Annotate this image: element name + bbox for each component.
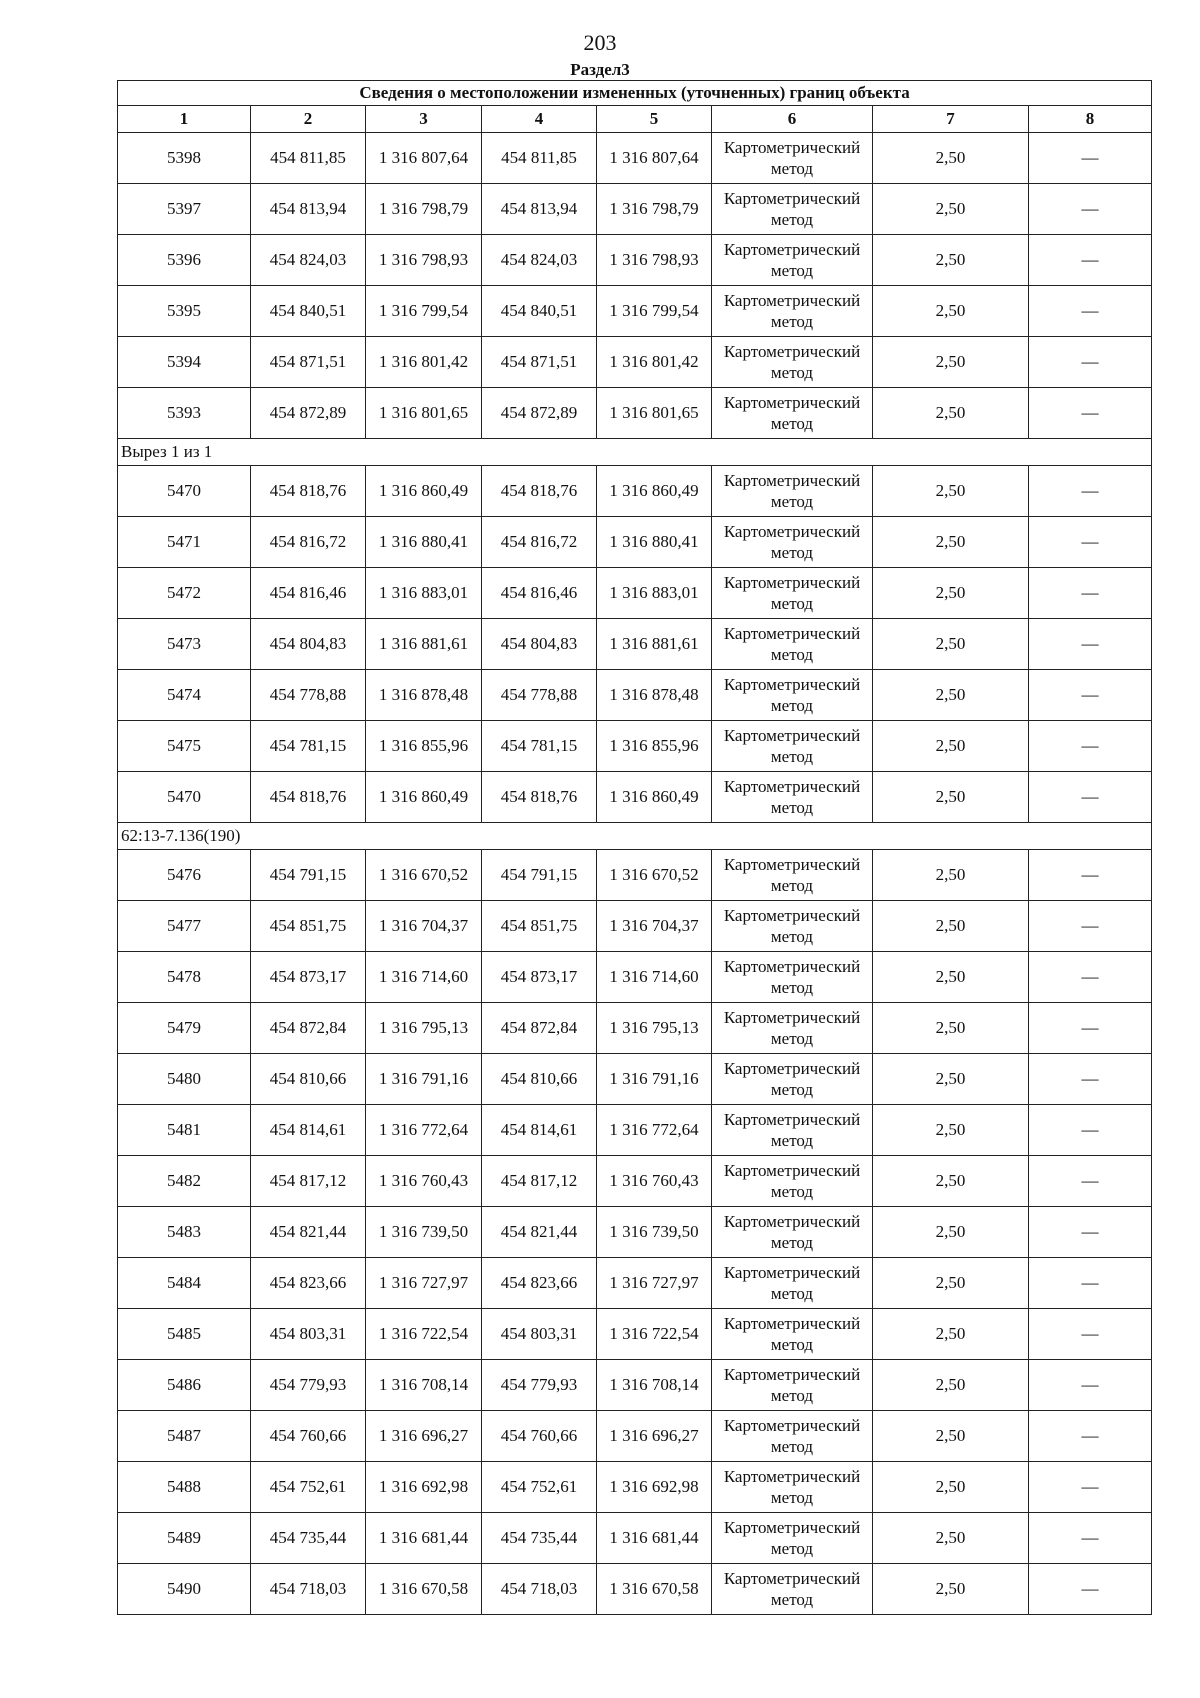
table-row [118,568,1152,619]
cell-y-existing: 1 316 801,42 [366,337,482,388]
cell-accuracy: 2,50 [873,184,1029,235]
cell-accuracy: 2,50 [873,1462,1029,1513]
cell-point-number: 5489 [118,1513,251,1564]
cell-x-existing: 454 851,75 [251,901,366,952]
cell-point-number: 5398 [118,133,251,184]
cell-x-new: 454 813,94 [482,184,597,235]
cell-method: Картометрический метод [712,850,873,901]
cell-y-new: 1 316 772,64 [597,1105,712,1156]
cell-y-existing: 1 316 880,41 [366,517,482,568]
cell-y-existing: 1 316 795,13 [366,1003,482,1054]
cell-point-number: 5470 [118,466,251,517]
cell-point-number: 5486 [118,1360,251,1411]
cell-y-new: 1 316 807,64 [597,133,712,184]
cell-accuracy: 2,50 [873,1564,1029,1615]
cell-description: — [1029,1411,1152,1462]
cell-description: — [1029,1207,1152,1258]
cell-y-new: 1 316 798,93 [597,235,712,286]
cell-point-number: 5476 [118,850,251,901]
cell-x-new: 454 873,17 [482,952,597,1003]
table-row [118,952,1152,1003]
cell-description: — [1029,133,1152,184]
cell-y-existing: 1 316 681,44 [366,1513,482,1564]
cell-y-new: 1 316 801,65 [597,388,712,439]
cell-accuracy: 2,50 [873,1309,1029,1360]
group-label-row [118,439,1152,466]
cell-accuracy: 2,50 [873,952,1029,1003]
cell-x-existing: 454 818,76 [251,772,366,823]
cell-point-number: 5393 [118,388,251,439]
cell-y-new: 1 316 692,98 [597,1462,712,1513]
table-row [118,1411,1152,1462]
cell-y-existing: 1 316 704,37 [366,901,482,952]
table-row [118,721,1152,772]
cell-x-new: 454 760,66 [482,1411,597,1462]
cell-method: Картометрический метод [712,1360,873,1411]
cell-description: — [1029,235,1152,286]
section-title: Раздел3 [570,60,630,79]
cell-x-existing: 454 840,51 [251,286,366,337]
column-number: 1 [118,106,251,133]
cell-y-existing: 1 316 739,50 [366,1207,482,1258]
cell-y-new: 1 316 739,50 [597,1207,712,1258]
cell-y-new: 1 316 670,52 [597,850,712,901]
cell-x-new: 454 804,83 [482,619,597,670]
cell-x-existing: 454 791,15 [251,850,366,901]
cell-x-existing: 454 816,72 [251,517,366,568]
cell-x-existing: 454 872,84 [251,1003,366,1054]
cell-x-new: 454 872,89 [482,388,597,439]
column-number: 2 [251,106,366,133]
cell-method: Картометрический метод [712,184,873,235]
cell-x-existing: 454 803,31 [251,1309,366,1360]
cell-accuracy: 2,50 [873,517,1029,568]
cell-y-new: 1 316 708,14 [597,1360,712,1411]
table-row [118,1360,1152,1411]
coordinates-table [117,80,1152,1615]
cell-y-new: 1 316 855,96 [597,721,712,772]
cell-y-new: 1 316 795,13 [597,1003,712,1054]
cell-accuracy: 2,50 [873,235,1029,286]
cell-x-existing: 454 824,03 [251,235,366,286]
cell-method: Картометрический метод [712,619,873,670]
cell-accuracy: 2,50 [873,619,1029,670]
cell-accuracy: 2,50 [873,568,1029,619]
cell-accuracy: 2,50 [873,1054,1029,1105]
cell-method: Картометрический метод [712,1564,873,1615]
cell-y-existing: 1 316 883,01 [366,568,482,619]
cell-y-new: 1 316 883,01 [597,568,712,619]
cell-accuracy: 2,50 [873,1258,1029,1309]
cell-method: Картометрический метод [712,1462,873,1513]
cell-y-existing: 1 316 860,49 [366,466,482,517]
cell-accuracy: 2,50 [873,1513,1029,1564]
cell-x-existing: 454 821,44 [251,1207,366,1258]
cell-y-existing: 1 316 798,93 [366,235,482,286]
group-label: 62:13-7.136(190) [118,823,1152,850]
cell-x-new: 454 818,76 [482,466,597,517]
table-row [118,337,1152,388]
cell-x-existing: 454 760,66 [251,1411,366,1462]
cell-y-existing: 1 316 801,65 [366,388,482,439]
cell-point-number: 5470 [118,772,251,823]
table-row [118,466,1152,517]
cell-x-new: 454 779,93 [482,1360,597,1411]
cell-accuracy: 2,50 [873,1207,1029,1258]
cell-y-existing: 1 316 760,43 [366,1156,482,1207]
cell-method: Картометрический метод [712,568,873,619]
table-title-row [118,81,1152,106]
column-number: 3 [366,106,482,133]
column-number-row [118,106,1152,133]
cell-accuracy: 2,50 [873,337,1029,388]
cell-x-existing: 454 814,61 [251,1105,366,1156]
cell-x-new: 454 871,51 [482,337,597,388]
cell-accuracy: 2,50 [873,1156,1029,1207]
cell-x-new: 454 814,61 [482,1105,597,1156]
cell-x-existing: 454 873,17 [251,952,366,1003]
cell-point-number: 5473 [118,619,251,670]
cell-x-existing: 454 872,89 [251,388,366,439]
cell-y-new: 1 316 881,61 [597,619,712,670]
cell-y-existing: 1 316 878,48 [366,670,482,721]
cell-y-new: 1 316 799,54 [597,286,712,337]
cell-point-number: 5480 [118,1054,251,1105]
cell-y-new: 1 316 704,37 [597,901,712,952]
cell-point-number: 5479 [118,1003,251,1054]
cell-x-existing: 454 781,15 [251,721,366,772]
cell-x-existing: 454 817,12 [251,1156,366,1207]
cell-x-new: 454 718,03 [482,1564,597,1615]
table-row [118,1207,1152,1258]
cell-x-new: 454 816,72 [482,517,597,568]
cell-accuracy: 2,50 [873,1411,1029,1462]
column-number: 6 [712,106,873,133]
cell-point-number: 5396 [118,235,251,286]
cell-accuracy: 2,50 [873,388,1029,439]
cell-y-new: 1 316 670,58 [597,1564,712,1615]
cell-point-number: 5475 [118,721,251,772]
cell-method: Картометрический метод [712,286,873,337]
cell-x-existing: 454 871,51 [251,337,366,388]
cell-description: — [1029,772,1152,823]
cell-y-existing: 1 316 696,27 [366,1411,482,1462]
cell-point-number: 5477 [118,901,251,952]
cell-description: — [1029,184,1152,235]
cell-y-existing: 1 316 727,97 [366,1258,482,1309]
cell-point-number: 5484 [118,1258,251,1309]
cell-x-existing: 454 810,66 [251,1054,366,1105]
table-row [118,1258,1152,1309]
cell-y-new: 1 316 681,44 [597,1513,712,1564]
page-number: 203 [583,30,617,55]
table-row [118,1462,1152,1513]
cell-point-number: 5394 [118,337,251,388]
cell-x-new: 454 735,44 [482,1513,597,1564]
cell-x-new: 454 818,76 [482,772,597,823]
table-row [118,1156,1152,1207]
cell-method: Картометрический метод [712,337,873,388]
cell-y-existing: 1 316 722,54 [366,1309,482,1360]
cell-method: Картометрический метод [712,517,873,568]
cell-description: — [1029,901,1152,952]
cell-x-new: 454 823,66 [482,1258,597,1309]
cell-method: Картометрический метод [712,466,873,517]
cell-method: Картометрический метод [712,1309,873,1360]
table-row [118,670,1152,721]
cell-y-existing: 1 316 708,14 [366,1360,482,1411]
table-body [118,133,1152,1615]
table-row [118,850,1152,901]
cell-description: — [1029,337,1152,388]
cell-y-existing: 1 316 807,64 [366,133,482,184]
table-row [118,1513,1152,1564]
cell-y-existing: 1 316 772,64 [366,1105,482,1156]
cell-accuracy: 2,50 [873,850,1029,901]
table-row [118,1564,1152,1615]
cell-x-new: 454 803,31 [482,1309,597,1360]
cell-description: — [1029,670,1152,721]
table-row [118,184,1152,235]
cell-method: Картометрический метод [712,1513,873,1564]
cell-x-existing: 454 813,94 [251,184,366,235]
cell-method: Картометрический метод [712,952,873,1003]
cell-x-existing: 454 735,44 [251,1513,366,1564]
cell-x-new: 454 817,12 [482,1156,597,1207]
column-number: 7 [873,106,1029,133]
cell-description: — [1029,1054,1152,1105]
cell-method: Картометрический метод [712,388,873,439]
cell-accuracy: 2,50 [873,1360,1029,1411]
table-row [118,517,1152,568]
cell-description: — [1029,517,1152,568]
table-row [118,133,1152,184]
cell-x-new: 454 824,03 [482,235,597,286]
cell-y-new: 1 316 860,49 [597,772,712,823]
table-row [118,772,1152,823]
cell-x-new: 454 752,61 [482,1462,597,1513]
cell-description: — [1029,1360,1152,1411]
cell-method: Картометрический метод [712,1411,873,1462]
cell-x-new: 454 816,46 [482,568,597,619]
cell-description: — [1029,721,1152,772]
cell-method: Картометрический метод [712,235,873,286]
cell-method: Картометрический метод [712,1054,873,1105]
table-row [118,1054,1152,1105]
cell-x-existing: 454 804,83 [251,619,366,670]
cell-description: — [1029,850,1152,901]
table-row [118,286,1152,337]
cell-y-existing: 1 316 855,96 [366,721,482,772]
cell-y-existing: 1 316 860,49 [366,772,482,823]
table-row [118,388,1152,439]
cell-y-existing: 1 316 670,52 [366,850,482,901]
cell-y-new: 1 316 791,16 [597,1054,712,1105]
cell-x-new: 454 811,85 [482,133,597,184]
cell-point-number: 5478 [118,952,251,1003]
cell-point-number: 5488 [118,1462,251,1513]
cell-x-new: 454 791,15 [482,850,597,901]
cell-x-existing: 454 811,85 [251,133,366,184]
cell-accuracy: 2,50 [873,133,1029,184]
cell-x-existing: 454 718,03 [251,1564,366,1615]
cell-accuracy: 2,50 [873,901,1029,952]
cell-x-existing: 454 818,76 [251,466,366,517]
cell-x-existing: 454 779,93 [251,1360,366,1411]
cell-x-new: 454 778,88 [482,670,597,721]
cell-point-number: 5474 [118,670,251,721]
cell-y-new: 1 316 727,97 [597,1258,712,1309]
cell-y-existing: 1 316 798,79 [366,184,482,235]
table-row [118,619,1152,670]
cell-y-existing: 1 316 881,61 [366,619,482,670]
cell-x-new: 454 851,75 [482,901,597,952]
cell-point-number: 5487 [118,1411,251,1462]
table-row [118,235,1152,286]
group-label: Вырез 1 из 1 [118,439,1152,466]
cell-point-number: 5472 [118,568,251,619]
cell-method: Картометрический метод [712,1105,873,1156]
column-number: 4 [482,106,597,133]
cell-x-new: 454 840,51 [482,286,597,337]
column-number: 5 [597,106,712,133]
cell-accuracy: 2,50 [873,286,1029,337]
cell-method: Картометрический метод [712,1156,873,1207]
cell-y-existing: 1 316 692,98 [366,1462,482,1513]
cell-y-new: 1 316 714,60 [597,952,712,1003]
cell-y-new: 1 316 878,48 [597,670,712,721]
cell-description: — [1029,568,1152,619]
cell-description: — [1029,1156,1152,1207]
cell-x-existing: 454 778,88 [251,670,366,721]
cell-accuracy: 2,50 [873,721,1029,772]
cell-x-existing: 454 752,61 [251,1462,366,1513]
cell-y-existing: 1 316 714,60 [366,952,482,1003]
cell-x-existing: 454 823,66 [251,1258,366,1309]
cell-method: Картометрический метод [712,1207,873,1258]
cell-description: — [1029,1513,1152,1564]
cell-point-number: 5482 [118,1156,251,1207]
cell-point-number: 5471 [118,517,251,568]
cell-method: Картометрический метод [712,1003,873,1054]
cell-point-number: 5481 [118,1105,251,1156]
cell-method: Картометрический метод [712,670,873,721]
cell-method: Картометрический метод [712,1258,873,1309]
cell-y-existing: 1 316 799,54 [366,286,482,337]
column-number: 8 [1029,106,1152,133]
cell-y-new: 1 316 696,27 [597,1411,712,1462]
cell-description: — [1029,952,1152,1003]
table-row [118,901,1152,952]
cell-y-new: 1 316 860,49 [597,466,712,517]
cell-method: Картометрический метод [712,721,873,772]
cell-point-number: 5395 [118,286,251,337]
cell-accuracy: 2,50 [873,1003,1029,1054]
cell-point-number: 5485 [118,1309,251,1360]
cell-point-number: 5397 [118,184,251,235]
cell-description: — [1029,1258,1152,1309]
cell-accuracy: 2,50 [873,466,1029,517]
cell-description: — [1029,1309,1152,1360]
cell-y-existing: 1 316 670,58 [366,1564,482,1615]
cell-description: — [1029,286,1152,337]
cell-x-existing: 454 816,46 [251,568,366,619]
table-title: Сведения о местоположении измененных (уточненных) границ объекта [118,81,1152,106]
cell-method: Картометрический метод [712,772,873,823]
cell-accuracy: 2,50 [873,670,1029,721]
cell-y-new: 1 316 798,79 [597,184,712,235]
cell-method: Картометрический метод [712,901,873,952]
cell-point-number: 5483 [118,1207,251,1258]
table-row [118,1309,1152,1360]
cell-y-new: 1 316 880,41 [597,517,712,568]
table-row [118,1105,1152,1156]
cell-x-new: 454 810,66 [482,1054,597,1105]
cell-x-new: 454 872,84 [482,1003,597,1054]
cell-description: — [1029,619,1152,670]
cell-y-new: 1 316 801,42 [597,337,712,388]
cell-description: — [1029,1105,1152,1156]
cell-x-new: 454 781,15 [482,721,597,772]
group-label-row [118,823,1152,850]
cell-x-new: 454 821,44 [482,1207,597,1258]
cell-accuracy: 2,50 [873,772,1029,823]
cell-method: Картометрический метод [712,133,873,184]
cell-y-new: 1 316 722,54 [597,1309,712,1360]
cell-description: — [1029,1462,1152,1513]
table-row [118,1003,1152,1054]
cell-y-existing: 1 316 791,16 [366,1054,482,1105]
cell-y-new: 1 316 760,43 [597,1156,712,1207]
cell-description: — [1029,1564,1152,1615]
cell-description: — [1029,466,1152,517]
cell-description: — [1029,388,1152,439]
cell-point-number: 5490 [118,1564,251,1615]
cell-description: — [1029,1003,1152,1054]
cell-accuracy: 2,50 [873,1105,1029,1156]
